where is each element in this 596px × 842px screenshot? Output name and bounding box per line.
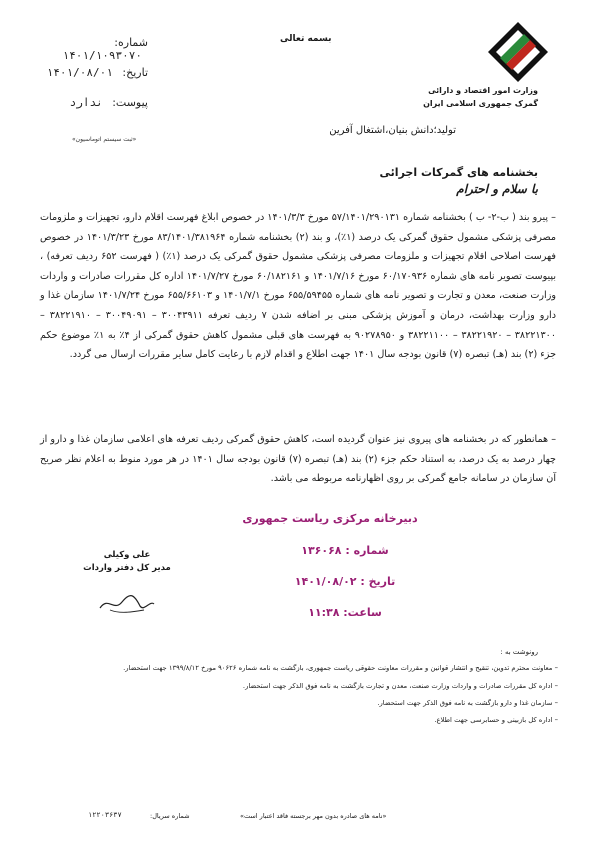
attachment-value: ندارد	[69, 96, 103, 109]
number-label: شماره:	[114, 36, 148, 49]
body-paragraph-2: – همانطور که در بخشنامه های پیروی نیز عنوان گردیده است، کاهش حقوق گمرکی ردیف تعرفه های اعلامی سازمان غذا و دارو از چهار درصد به یک درصد، به استناد حکم جزء (۲) بند (هـ) تبصره (۷) قانون بودجه سال ۱۴۰۱ در هر مورد منوط به اعلام نظر صریح آن سازمان در سامانه جامع گمرکی بر روی اظهارنامه مربوطه می باشد.	[40, 434, 556, 485]
recipient: بخشنامه های گمرکات اجرائی	[379, 166, 538, 179]
date-value: ۱۴۰۱/۰۸/۰۱	[46, 66, 113, 79]
signer-name: علی وکیلی	[103, 550, 151, 560]
handwritten-signature	[96, 590, 156, 616]
cc-item: – معاونت محترم تدوین، تنقیح و انتشار قوانین و مقررات معاونت حقوقی ریاست جمهوری، بازگشت به نامه شماره ۹۰۶۲۶ مورخ ۱۳۹۹/۸/۱۲ جهت استحضار.	[123, 664, 558, 672]
signer-block	[72, 549, 182, 575]
serial-value: ۱۲۲۰۳۶۳۷	[88, 811, 122, 819]
cc-item: – اداره کل بازبینی و حسابرسی جهت اطلاع.	[434, 716, 558, 724]
letter-attachment	[36, 96, 148, 109]
bismillah: بسمه تعالی	[280, 34, 332, 44]
secretariat-time: ساعت: ۱۱:۳۸	[308, 606, 382, 619]
cc-title: رونوشت به :	[500, 648, 538, 656]
signer-title: مدیر کل دفتر واردات	[83, 563, 171, 573]
number-value: ۱۴۰۱/۱۰۹۳۰۷۰	[62, 49, 142, 62]
ministry-name	[423, 84, 538, 110]
ministry-line-1: وزارت امور اقتصاد و دارائی	[428, 86, 538, 95]
cc-item: – سازمان غذا و دارو بازگشت به نامه فوق الذکر جهت استحضار.	[377, 699, 558, 707]
body-paragraph-1: – پیرو بند ( ب-۲- ب ) بخشنامه شماره ۵۷/۱۴۰۱/۲۹۰۱۳۱ مورخ ۱۴۰۱/۳/۳ در خصوص ابلاغ فهرست اقلام دارو، تجهیزات و ملزومات مصرفی پزشکی مشمول حقوق گمرکی یک درصد (۱٪)، و بند (۲) بخشنامه شماره ۸۳/۱۴۰۱/۳۸۱۹۶۴ مورخ ۱۴۰۱/۳/۲۳ در خصوص فهرست اصلاحی اقلام تجهیزات و ملزومات مصرفی پزشکی مشمول حقوق گمرکی یک درصد (۱٪) ( فهرست ۶۵۲ ردیف تعرفه) ، بپیوست تصویر نامه های شماره ۶۰/۱۷۰۹۳۶ مورخ ۱۴۰۱/۷/۱۶ و ۶۰/۱۸۲۱۶۱ مورخ ۱۴۰۱/۷/۲۷ اداره کل مقررات صادرات و واردات وزارت صنعت، معدن و تجارت و تصویر نامه های شماره ۶۵۵/۵۹۴۵۵ مورخ ۱۴۰۱/۷/۱ و ۶۵۵/۶۶۱۰۳ مورخ ۱۴۰۱/۷/۲۴ سازمان غذا و دارو وزارت بهداشت، درمان و آموزش پزشکی مبنی بر اضافه شدن ۷ ردیف تعرفه ۳۰۰۴۳۹۱۱ – ۳۰۰۴۹۰۹۱ – ۳۸۲۲۱۹۱۰ – ۳۸۲۲۱۳۰۰ – ۳۸۲۲۱۹۲۰ – ۳۸۲۲۱۱۰۰ و ۹۰۲۷۸۹۵۰ به فهرست های قبلی مشمول کاهش حقوق گمرکی از ۴٪ به ۱٪ موضوع حکم جزء (۲) بند (هـ) تبصره (۷) قانون بودجه سال ۱۴۰۱ جهت اطلاع و اقدام لازم با رعایت کامل سایر مقررات ارسال می گردد.	[40, 212, 557, 361]
year-slogan: تولید؛دانش بنیان،اشتغال آفرین	[329, 125, 456, 136]
secretariat-title: دبیرخانه مرکزی ریاست جمهوری	[242, 512, 418, 525]
automation-stamp-note: «ثبت سیستم اتوماسیون»	[72, 136, 137, 143]
serial-label: شماره سریال:	[150, 812, 190, 820]
greeting: با سلام و احترام	[456, 182, 538, 196]
attachment-label: پیوست:	[112, 96, 148, 109]
cc-item: – اداره کل مقررات صادرات و واردات وزارت صنعت، معدن و تجارت بازگشت به نامه فوق الذکر جهت استحضار.	[242, 682, 558, 690]
letter-number	[36, 36, 148, 62]
footer-validity-note: «نامه های صادره بدون مهر برجسته فاقد اعتبار است»	[240, 812, 387, 820]
customs-logo	[486, 20, 550, 84]
letter-date	[36, 66, 148, 79]
secretariat-number: شماره : ۱۳۶۰۶۸	[301, 544, 389, 557]
secretariat-date: تاریخ : ۱۴۰۱/۰۸/۰۲	[294, 575, 396, 588]
date-label: تاریخ:	[122, 66, 148, 79]
ministry-line-2: گمرک جمهوری اسلامی ایران	[423, 99, 538, 108]
